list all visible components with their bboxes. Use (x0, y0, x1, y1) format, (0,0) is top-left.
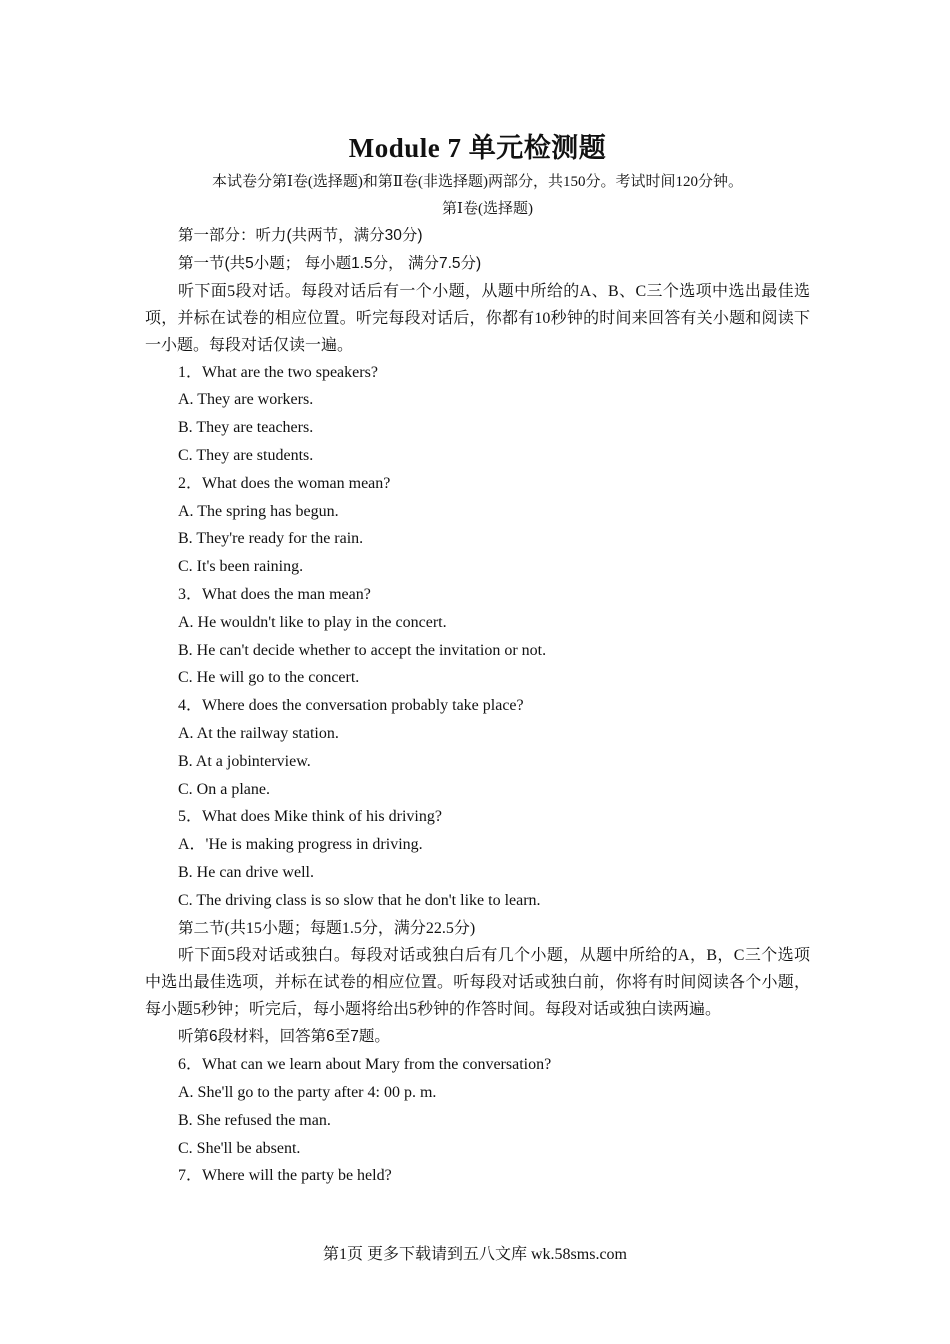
question-line: 6．What can we learn about Mary from the conversation? (178, 1056, 552, 1074)
option-line: A. At the railway station. (178, 724, 339, 742)
option-line: A. She'll go to the party after 4: 00 p. m. (178, 1083, 437, 1101)
document-page (145, 128, 810, 1190)
option-line: C. It's been raining. (178, 558, 304, 576)
exam-intro: 本试卷分第Ⅰ卷(选择题)和第Ⅱ卷(非选择题)两部分，共150分。考试时间120分钟。 (211, 174, 744, 190)
page-footer: 第1页 更多下载请到五八文库 wk.58sms.com (322, 1246, 627, 1263)
option-line: B. They are teachers. (178, 419, 314, 437)
question-line: 2．What does the woman mean? (178, 474, 391, 492)
section1-instructions: 听下面5段对话。每段对话后有一个小题，从题中所给的A、B、C三个选项中选出最佳选项，并标在试卷的相应位置。听完每段对话后，你都有10秒钟的时间来回答有关小题和阅读下一小题。每段对话仅读一遍。 (145, 282, 810, 354)
part1-heading: 第一部分：听力(共两节，满分30分) (178, 227, 423, 244)
material6-heading: 听第6段材料，回答第6至7题。 (178, 1028, 390, 1046)
question-line: 3．What does the man mean? (178, 585, 371, 603)
question-line: 5．What does Mike think of his driving? (178, 808, 442, 826)
section2-heading-bold: 第二节 (178, 919, 225, 937)
option-line: C. He will go to the concert. (178, 669, 360, 687)
option-line: A．'He is making progress in driving. (178, 836, 423, 854)
section1-heading (145, 250, 810, 278)
question-line: 4．Where does the conversation probably take place? (178, 697, 524, 715)
option-line: A. He wouldn't like to play in the concert. (178, 613, 447, 631)
section2-questions (145, 1051, 810, 1190)
option-line: A. They are workers. (178, 391, 314, 409)
option-line: B. They're ready for the rain. (178, 530, 364, 548)
option-line: B. He can drive well. (178, 863, 314, 881)
option-line: C. On a plane. (178, 780, 270, 798)
option-line: A. The spring has begun. (178, 502, 339, 520)
option-line: B. At a jobinterview. (178, 752, 311, 770)
option-line: C. She'll be absent. (178, 1139, 301, 1157)
section2-heading-rest: (共15小题；每题1.5分，满分22.5分) (224, 919, 476, 937)
option-line: B. He can't decide whether to accept the invitation or not. (178, 641, 547, 659)
option-line: B. She refused the man. (178, 1111, 331, 1129)
section1-heading-text: 第一节(共5小题； 每小题1.5分， 满分7.5分) (178, 254, 482, 272)
option-line: C. They are students. (178, 446, 314, 464)
question-line: 7．Where will the party be held? (178, 1167, 392, 1185)
option-line: C. The driving class is so slow that he don't like to learn. (178, 891, 541, 909)
volume-heading: 第Ⅰ卷(选择题) (442, 201, 533, 217)
section2-heading (145, 915, 810, 943)
section2-instructions: 听下面5段对话或独白。每段对话或独白后有几个小题，从题中所给的A，B，C三个选项中选出最佳选项，并标在试卷的相应位置。听每段对话或独白前，你将有时间阅读各个小题，每小题5秒钟；听完后，每小题将给出5秒钟的作答时间。每段对话或独白读两遍。 (145, 947, 810, 1019)
section1-questions (145, 359, 810, 915)
document-title: Module 7 单元检测题 (348, 133, 607, 163)
question-line: 1．What are the two speakers? (178, 363, 378, 381)
